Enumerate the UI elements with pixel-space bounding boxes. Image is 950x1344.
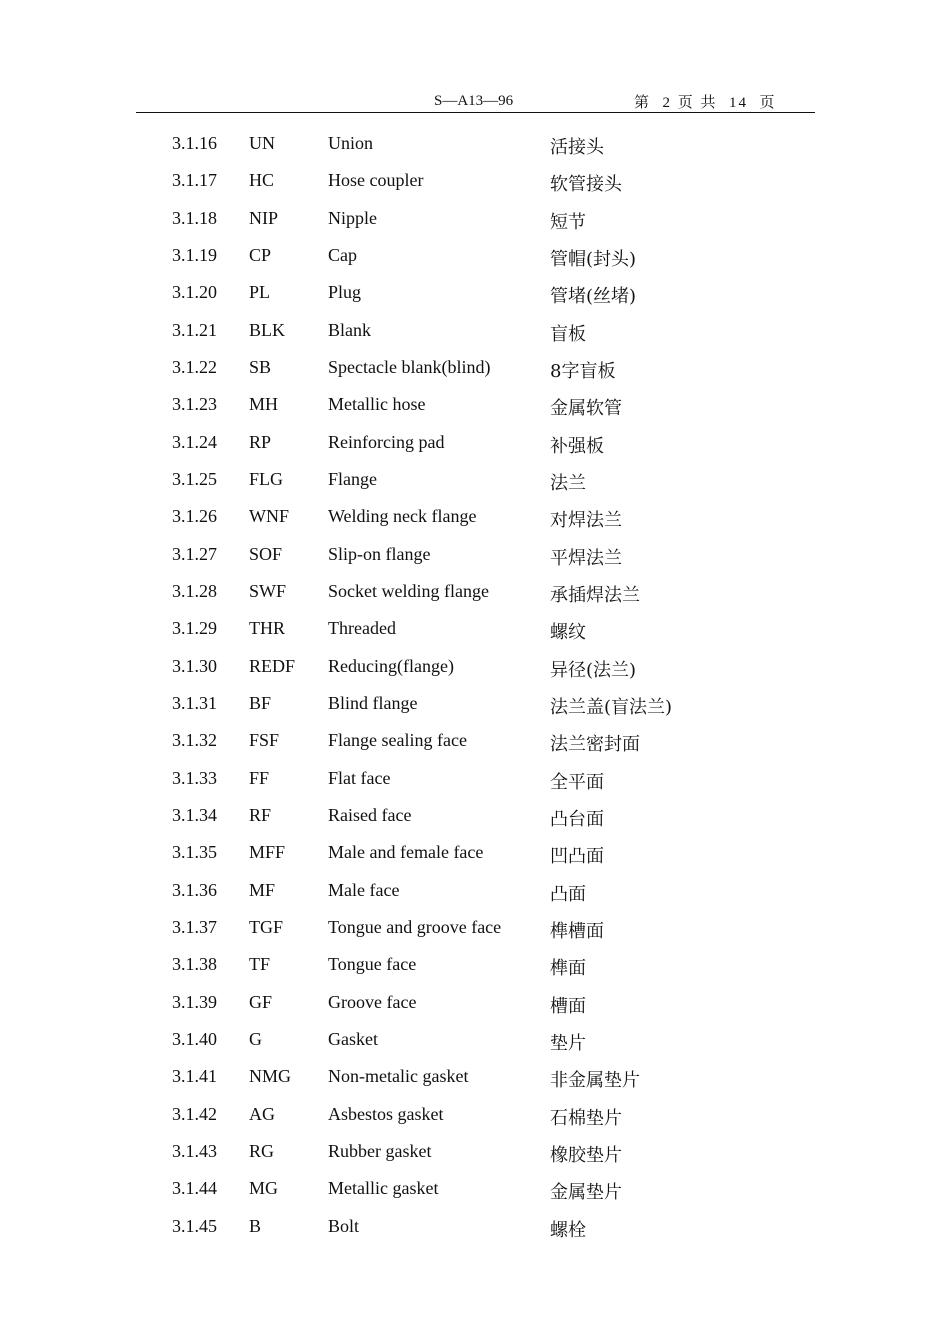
term-chinese: 法兰密封面 bbox=[550, 734, 640, 756]
term-english: Socket welding flange bbox=[328, 580, 489, 601]
clause-number: 3.1.18 bbox=[172, 207, 217, 228]
term-abbreviation: B bbox=[249, 1215, 262, 1236]
list-item bbox=[0, 537, 950, 574]
list-item bbox=[0, 686, 950, 723]
term-abbreviation: SOF bbox=[249, 543, 283, 564]
list-item bbox=[0, 425, 950, 462]
term-chinese: 非金属垫片 bbox=[550, 1070, 640, 1092]
term-abbreviation: AG bbox=[249, 1103, 275, 1124]
page-number: 第 2 页 共 14 页 bbox=[634, 95, 777, 111]
term-abbreviation: G bbox=[249, 1028, 262, 1049]
clause-number: 3.1.43 bbox=[172, 1140, 217, 1161]
list-item bbox=[0, 1059, 950, 1096]
term-chinese: 垫片 bbox=[550, 1032, 586, 1054]
term-chinese: 承插焊法兰 bbox=[550, 584, 640, 606]
clause-number: 3.1.26 bbox=[172, 506, 217, 527]
clause-number: 3.1.27 bbox=[172, 543, 217, 564]
term-abbreviation: BF bbox=[249, 692, 272, 713]
term-abbreviation: UN bbox=[249, 133, 275, 153]
term-abbreviation: FF bbox=[249, 767, 270, 788]
list-item bbox=[0, 649, 950, 686]
term-abbreviation: MFF bbox=[249, 842, 286, 863]
term-english: Raised face bbox=[328, 804, 412, 825]
term-english: Male and female face bbox=[328, 842, 484, 863]
term-abbreviation: RG bbox=[249, 1140, 275, 1161]
header-rule bbox=[136, 112, 815, 113]
term-chinese: 金属软管 bbox=[550, 398, 622, 420]
term-abbreviation: MF bbox=[249, 879, 276, 900]
term-english: Asbestos gasket bbox=[328, 1103, 444, 1124]
term-chinese: 螺纹 bbox=[550, 622, 586, 644]
clause-number: 3.1.34 bbox=[172, 804, 217, 825]
clause-number: 3.1.42 bbox=[172, 1103, 217, 1124]
term-chinese: 全平面 bbox=[550, 771, 604, 793]
clause-number: 3.1.36 bbox=[172, 879, 217, 900]
list-item bbox=[0, 499, 950, 536]
term-english: Hose coupler bbox=[328, 170, 424, 191]
term-chinese: 石棉垫片 bbox=[550, 1107, 622, 1129]
term-english: Nipple bbox=[328, 207, 377, 228]
term-chinese: 盲板 bbox=[550, 323, 586, 345]
term-english: Gasket bbox=[328, 1028, 378, 1049]
term-chinese: 短节 bbox=[550, 211, 586, 233]
list-item bbox=[0, 761, 950, 798]
term-english: Male face bbox=[328, 879, 400, 900]
term-abbreviation: RP bbox=[249, 431, 272, 452]
clause-number: 3.1.25 bbox=[172, 468, 217, 489]
clause-number: 3.1.24 bbox=[172, 431, 217, 452]
term-english: Flange sealing face bbox=[328, 730, 467, 751]
clause-number: 3.1.22 bbox=[172, 356, 217, 377]
clause-number: 3.1.20 bbox=[172, 282, 217, 303]
clause-number: 3.1.38 bbox=[172, 954, 217, 975]
list-item bbox=[0, 910, 950, 947]
term-chinese: 榫面 bbox=[550, 958, 586, 980]
list-item bbox=[0, 1097, 950, 1134]
list-item bbox=[0, 201, 950, 238]
term-abbreviation: BLK bbox=[249, 319, 285, 340]
term-english: Blind flange bbox=[328, 692, 418, 713]
list-item bbox=[0, 985, 950, 1022]
list-item bbox=[0, 1022, 950, 1059]
term-chinese: 法兰 bbox=[550, 472, 586, 494]
term-abbreviation: FLG bbox=[249, 468, 284, 489]
term-english: Cap bbox=[328, 244, 357, 265]
term-abbreviation: CP bbox=[249, 244, 272, 265]
clause-number: 3.1.41 bbox=[172, 1066, 217, 1087]
term-chinese: 活接头 bbox=[550, 137, 604, 158]
clause-number: 3.1.28 bbox=[172, 580, 217, 601]
list-item bbox=[0, 163, 950, 200]
list-item bbox=[0, 723, 950, 760]
term-english: Tongue and groove face bbox=[328, 916, 502, 937]
term-abbreviation: TGF bbox=[249, 916, 284, 937]
term-chinese: 平焊法兰 bbox=[550, 547, 622, 569]
term-chinese: 金属垫片 bbox=[550, 1182, 622, 1204]
clause-number: 3.1.40 bbox=[172, 1028, 217, 1049]
list-item bbox=[0, 1171, 950, 1208]
term-abbreviation: SWF bbox=[249, 580, 287, 601]
page-header bbox=[136, 90, 815, 112]
term-english: Metallic hose bbox=[328, 394, 426, 415]
term-chinese: 凸面 bbox=[550, 883, 586, 905]
term-english: Union bbox=[328, 133, 373, 153]
term-abbreviation: PL bbox=[249, 282, 271, 303]
clause-number: 3.1.37 bbox=[172, 916, 217, 937]
clause-number: 3.1.45 bbox=[172, 1215, 217, 1236]
term-chinese: 法兰盖(盲法兰) bbox=[550, 696, 673, 718]
term-english: Non-metalic gasket bbox=[328, 1066, 469, 1087]
clause-number: 3.1.17 bbox=[172, 170, 217, 191]
clause-number: 3.1.19 bbox=[172, 244, 217, 265]
list-item bbox=[0, 947, 950, 984]
list-item bbox=[0, 126, 950, 163]
list-item bbox=[0, 798, 950, 835]
list-item bbox=[0, 350, 950, 387]
list-item bbox=[0, 835, 950, 872]
term-english: Welding neck flange bbox=[328, 506, 477, 527]
term-chinese: 补强板 bbox=[550, 435, 604, 457]
term-chinese: 8字盲板 bbox=[550, 360, 616, 382]
term-chinese: 槽面 bbox=[550, 995, 586, 1017]
term-english: Metallic gasket bbox=[328, 1178, 439, 1199]
clause-number: 3.1.44 bbox=[172, 1178, 217, 1199]
term-list bbox=[0, 126, 950, 1246]
list-item bbox=[0, 574, 950, 611]
term-english: Reducing(flange) bbox=[328, 655, 454, 676]
list-item bbox=[0, 873, 950, 910]
term-abbreviation: SB bbox=[249, 356, 272, 377]
term-chinese: 凸台面 bbox=[550, 808, 604, 830]
list-item bbox=[0, 238, 950, 275]
term-chinese: 对焊法兰 bbox=[550, 510, 622, 532]
clause-number: 3.1.35 bbox=[172, 842, 217, 863]
term-abbreviation: GF bbox=[249, 991, 273, 1012]
term-abbreviation: MH bbox=[249, 394, 279, 415]
term-abbreviation: MG bbox=[249, 1178, 279, 1199]
term-english: Rubber gasket bbox=[328, 1140, 432, 1161]
list-item bbox=[0, 1134, 950, 1171]
term-english: Slip-on flange bbox=[328, 543, 431, 564]
term-chinese: 异径(法兰) bbox=[550, 659, 637, 681]
term-chinese: 凹凸面 bbox=[550, 846, 604, 868]
clause-number: 3.1.30 bbox=[172, 655, 217, 676]
list-item bbox=[0, 462, 950, 499]
term-chinese: 榫槽面 bbox=[550, 920, 604, 942]
term-english: Plug bbox=[328, 282, 362, 303]
term-abbreviation: RF bbox=[249, 804, 272, 825]
clause-number: 3.1.39 bbox=[172, 991, 217, 1012]
clause-number: 3.1.31 bbox=[172, 692, 217, 713]
term-english: Flange bbox=[328, 468, 377, 489]
term-abbreviation: FSF bbox=[249, 730, 280, 751]
term-english: Threaded bbox=[328, 618, 396, 639]
term-abbreviation: TF bbox=[249, 954, 271, 975]
term-chinese: 软管接头 bbox=[550, 174, 622, 196]
document-code: S—A13—96 bbox=[434, 93, 514, 109]
term-abbreviation: REDF bbox=[249, 655, 296, 676]
term-english: Tongue face bbox=[328, 954, 417, 975]
term-chinese: 橡胶垫片 bbox=[550, 1144, 622, 1166]
clause-number: 3.1.29 bbox=[172, 618, 217, 639]
term-chinese: 螺栓 bbox=[550, 1219, 586, 1241]
list-item bbox=[0, 313, 950, 350]
term-abbreviation: HC bbox=[249, 170, 275, 191]
list-item bbox=[0, 1209, 950, 1246]
term-english: Blank bbox=[328, 319, 371, 340]
term-english: Flat face bbox=[328, 767, 391, 788]
clause-number: 3.1.23 bbox=[172, 394, 217, 415]
list-item bbox=[0, 275, 950, 312]
list-item bbox=[0, 387, 950, 424]
clause-number: 3.1.32 bbox=[172, 730, 217, 751]
term-english: Reinforcing pad bbox=[328, 431, 445, 452]
clause-number: 3.1.16 bbox=[172, 133, 217, 153]
term-abbreviation: NIP bbox=[249, 207, 279, 228]
term-english: Bolt bbox=[328, 1215, 360, 1236]
term-english: Groove face bbox=[328, 991, 417, 1012]
term-abbreviation: NMG bbox=[249, 1066, 292, 1087]
term-chinese: 管帽(封头) bbox=[550, 248, 637, 270]
clause-number: 3.1.33 bbox=[172, 767, 217, 788]
term-abbreviation: WNF bbox=[249, 506, 289, 527]
clause-number: 3.1.21 bbox=[172, 319, 217, 340]
term-english: Spectacle blank(blind) bbox=[328, 356, 491, 377]
term-chinese: 管堵(丝堵) bbox=[550, 286, 637, 308]
term-abbreviation: THR bbox=[249, 618, 285, 639]
list-item bbox=[0, 611, 950, 648]
